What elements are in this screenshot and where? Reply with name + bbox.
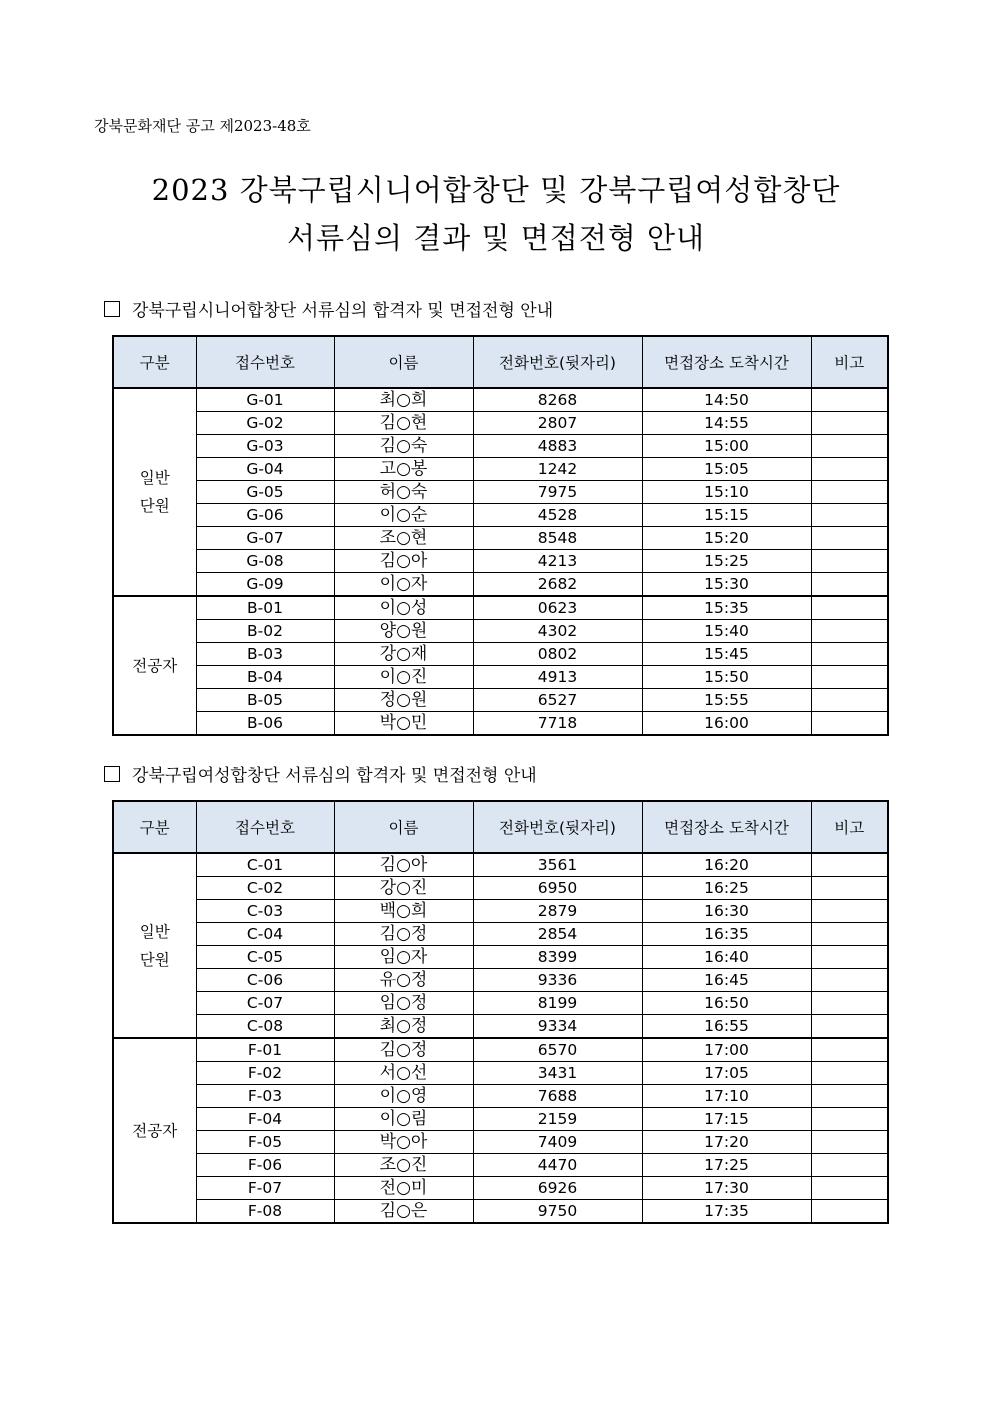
col-category: 구분 [113, 801, 196, 853]
receipt-no-cell: C-07 [196, 992, 334, 1015]
arrival-time-cell: 17:35 [642, 1200, 811, 1224]
name-cell: 이○성 [334, 596, 473, 620]
phone-cell: 9336 [473, 969, 642, 992]
page-title-line2: 서류심의 결과 및 면접전형 안내 [286, 221, 706, 255]
table-row [113, 1038, 888, 1062]
arrival-time-cell: 15:50 [642, 666, 811, 689]
receipt-no-cell: G-05 [196, 481, 334, 504]
name-cell: 강○재 [334, 643, 473, 666]
receipt-no-cell: C-04 [196, 923, 334, 946]
group-label: 전공자 [113, 596, 196, 735]
phone-cell: 4883 [473, 435, 642, 458]
note-cell [811, 666, 888, 689]
phone-cell: 6527 [473, 689, 642, 712]
col-phone: 전화번호(뒷자리) [473, 336, 642, 388]
table-row [113, 1108, 888, 1131]
note-cell [811, 481, 888, 504]
note-cell [811, 620, 888, 643]
receipt-no-cell: F-05 [196, 1131, 334, 1154]
receipt-no-cell: G-09 [196, 573, 334, 597]
receipt-no-cell: G-01 [196, 388, 334, 412]
phone-cell: 3561 [473, 853, 642, 877]
arrival-time-cell: 15:00 [642, 435, 811, 458]
receipt-no-cell: C-08 [196, 1015, 334, 1039]
arrival-time-cell: 16:30 [642, 900, 811, 923]
receipt-no-cell: G-06 [196, 504, 334, 527]
note-cell [811, 853, 888, 877]
table-row [113, 1200, 888, 1224]
name-cell: 김○아 [334, 550, 473, 573]
table-row [113, 620, 888, 643]
name-cell: 강○진 [334, 877, 473, 900]
name-cell: 김○정 [334, 923, 473, 946]
table-row [113, 946, 888, 969]
note-cell [811, 550, 888, 573]
name-cell: 최○정 [334, 1015, 473, 1039]
arrival-time-cell: 16:00 [642, 712, 811, 736]
receipt-no-cell: F-04 [196, 1108, 334, 1131]
note-cell [811, 596, 888, 620]
receipt-no-cell: B-05 [196, 689, 334, 712]
arrival-time-cell: 15:40 [642, 620, 811, 643]
group-label: 일반 단원 [113, 853, 196, 1038]
arrival-time-cell: 15:20 [642, 527, 811, 550]
col-arrival-time: 면접장소 도착시간 [642, 801, 811, 853]
table-row [113, 689, 888, 712]
page-title-line1: 2023 강북구립시니어합창단 및 강북구립여성합창단 [151, 173, 841, 207]
receipt-no-cell: B-02 [196, 620, 334, 643]
col-note: 비고 [811, 336, 888, 388]
arrival-time-cell: 16:50 [642, 992, 811, 1015]
note-cell [811, 900, 888, 923]
note-cell [811, 643, 888, 666]
note-cell [811, 712, 888, 736]
name-cell: 이○영 [334, 1085, 473, 1108]
phone-cell: 2879 [473, 900, 642, 923]
receipt-no-cell: G-02 [196, 412, 334, 435]
name-cell: 양○원 [334, 620, 473, 643]
arrival-time-cell: 17:00 [642, 1038, 811, 1062]
table-row [113, 1131, 888, 1154]
arrival-time-cell: 16:55 [642, 1015, 811, 1039]
phone-cell: 4213 [473, 550, 642, 573]
name-cell: 조○진 [334, 1154, 473, 1177]
note-cell [811, 1062, 888, 1085]
col-receipt-no: 접수번호 [196, 336, 334, 388]
name-cell: 최○희 [334, 388, 473, 412]
receipt-no-cell: F-07 [196, 1177, 334, 1200]
table-row [113, 596, 888, 620]
arrival-time-cell: 17:25 [642, 1154, 811, 1177]
phone-cell: 7975 [473, 481, 642, 504]
name-cell: 이○림 [334, 1108, 473, 1131]
name-cell: 전○미 [334, 1177, 473, 1200]
receipt-no-cell: F-01 [196, 1038, 334, 1062]
arrival-time-cell: 16:25 [642, 877, 811, 900]
note-cell [811, 1200, 888, 1224]
receipt-no-cell: F-03 [196, 1085, 334, 1108]
table-row [113, 1154, 888, 1177]
col-category: 구분 [113, 336, 196, 388]
name-cell: 서○선 [334, 1062, 473, 1085]
table-row [113, 573, 888, 597]
arrival-time-cell: 15:35 [642, 596, 811, 620]
phone-cell: 3431 [473, 1062, 642, 1085]
note-cell [811, 1108, 888, 1131]
table-row [113, 1062, 888, 1085]
table-header-row [113, 336, 888, 388]
note-cell [811, 1085, 888, 1108]
phone-cell: 4470 [473, 1154, 642, 1177]
name-cell: 박○민 [334, 712, 473, 736]
phone-cell: 6926 [473, 1177, 642, 1200]
col-name: 이름 [334, 336, 473, 388]
note-cell [811, 1177, 888, 1200]
phone-cell: 2682 [473, 573, 642, 597]
name-cell: 백○희 [334, 900, 473, 923]
receipt-no-cell: C-02 [196, 877, 334, 900]
col-arrival-time: 면접장소 도착시간 [642, 336, 811, 388]
arrival-time-cell: 17:05 [642, 1062, 811, 1085]
phone-cell: 4528 [473, 504, 642, 527]
name-cell: 김○정 [334, 1038, 473, 1062]
receipt-no-cell: B-03 [196, 643, 334, 666]
note-cell [811, 458, 888, 481]
name-cell: 임○자 [334, 946, 473, 969]
table-row [113, 527, 888, 550]
name-cell: 이○순 [334, 504, 473, 527]
table-row [113, 853, 888, 877]
receipt-no-cell: B-06 [196, 712, 334, 736]
table-row [113, 504, 888, 527]
phone-cell: 7409 [473, 1131, 642, 1154]
receipt-no-cell: G-08 [196, 550, 334, 573]
section2-heading [104, 761, 537, 786]
note-cell [811, 435, 888, 458]
receipt-no-cell: C-05 [196, 946, 334, 969]
group-label: 전공자 [113, 1038, 196, 1223]
phone-cell: 8399 [473, 946, 642, 969]
name-cell: 임○정 [334, 992, 473, 1015]
phone-cell: 9750 [473, 1200, 642, 1224]
phone-cell: 2159 [473, 1108, 642, 1131]
note-cell [811, 527, 888, 550]
notice-number: 강북문화재단 공고 제2023-48호 [94, 117, 311, 135]
receipt-no-cell: B-04 [196, 666, 334, 689]
arrival-time-cell: 17:20 [642, 1131, 811, 1154]
table-row [113, 666, 888, 689]
group-label: 일반 단원 [113, 388, 196, 596]
note-cell [811, 992, 888, 1015]
phone-cell: 8548 [473, 527, 642, 550]
table-row [113, 877, 888, 900]
arrival-time-cell: 16:40 [642, 946, 811, 969]
receipt-no-cell: C-01 [196, 853, 334, 877]
col-name: 이름 [334, 801, 473, 853]
arrival-time-cell: 17:30 [642, 1177, 811, 1200]
checkbox-icon [104, 766, 120, 782]
women-choir-table-body [113, 853, 888, 1223]
table-row [113, 1015, 888, 1039]
name-cell: 이○자 [334, 573, 473, 597]
phone-cell: 6570 [473, 1038, 642, 1062]
note-cell [811, 573, 888, 597]
table-row [113, 435, 888, 458]
receipt-no-cell: G-07 [196, 527, 334, 550]
name-cell: 김○숙 [334, 435, 473, 458]
table-row [113, 969, 888, 992]
arrival-time-cell: 14:50 [642, 388, 811, 412]
section1-heading-text: 강북구립시니어합창단 서류심의 합격자 및 면접전형 안내 [132, 301, 554, 321]
arrival-time-cell: 15:25 [642, 550, 811, 573]
name-cell: 박○아 [334, 1131, 473, 1154]
phone-cell: 8199 [473, 992, 642, 1015]
phone-cell: 7688 [473, 1085, 642, 1108]
table-row [113, 412, 888, 435]
arrival-time-cell: 16:20 [642, 853, 811, 877]
phone-cell: 6950 [473, 877, 642, 900]
phone-cell: 2854 [473, 923, 642, 946]
arrival-time-cell: 15:30 [642, 573, 811, 597]
table-header-row [113, 801, 888, 853]
phone-cell: 4913 [473, 666, 642, 689]
note-cell [811, 1038, 888, 1062]
arrival-time-cell: 15:45 [642, 643, 811, 666]
table-row [113, 388, 888, 412]
table-row [113, 643, 888, 666]
receipt-no-cell: C-03 [196, 900, 334, 923]
note-cell [811, 1154, 888, 1177]
receipt-no-cell: B-01 [196, 596, 334, 620]
note-cell [811, 689, 888, 712]
phone-cell: 9334 [473, 1015, 642, 1039]
table-row [113, 923, 888, 946]
section1-heading [104, 296, 553, 321]
note-cell [811, 923, 888, 946]
table-row [113, 458, 888, 481]
col-phone: 전화번호(뒷자리) [473, 801, 642, 853]
arrival-time-cell: 15:15 [642, 504, 811, 527]
name-cell: 조○현 [334, 527, 473, 550]
women-choir-table [112, 800, 889, 1224]
receipt-no-cell: G-03 [196, 435, 334, 458]
name-cell: 허○숙 [334, 481, 473, 504]
senior-choir-table-body [113, 388, 888, 735]
name-cell: 김○현 [334, 412, 473, 435]
name-cell: 김○은 [334, 1200, 473, 1224]
name-cell: 고○봉 [334, 458, 473, 481]
phone-cell: 8268 [473, 388, 642, 412]
arrival-time-cell: 17:15 [642, 1108, 811, 1131]
section2-heading-text: 강북구립여성합창단 서류심의 합격자 및 면접전형 안내 [132, 766, 537, 786]
note-cell [811, 969, 888, 992]
arrival-time-cell: 17:10 [642, 1085, 811, 1108]
table-row [113, 1177, 888, 1200]
col-note: 비고 [811, 801, 888, 853]
arrival-time-cell: 15:10 [642, 481, 811, 504]
note-cell [811, 877, 888, 900]
receipt-no-cell: F-02 [196, 1062, 334, 1085]
table-row [113, 481, 888, 504]
phone-cell: 2807 [473, 412, 642, 435]
table-row [113, 550, 888, 573]
name-cell: 김○아 [334, 853, 473, 877]
phone-cell: 4302 [473, 620, 642, 643]
senior-choir-table [112, 335, 889, 736]
table-row [113, 712, 888, 736]
phone-cell: 7718 [473, 712, 642, 736]
receipt-no-cell: G-04 [196, 458, 334, 481]
arrival-time-cell: 16:35 [642, 923, 811, 946]
note-cell [811, 504, 888, 527]
note-cell [811, 1015, 888, 1039]
name-cell: 이○진 [334, 666, 473, 689]
col-receipt-no: 접수번호 [196, 801, 334, 853]
name-cell: 정○원 [334, 689, 473, 712]
note-cell [811, 388, 888, 412]
note-cell [811, 1131, 888, 1154]
note-cell [811, 412, 888, 435]
table-row [113, 992, 888, 1015]
phone-cell: 0802 [473, 643, 642, 666]
phone-cell: 1242 [473, 458, 642, 481]
arrival-time-cell: 15:55 [642, 689, 811, 712]
phone-cell: 0623 [473, 596, 642, 620]
table-row [113, 900, 888, 923]
note-cell [811, 946, 888, 969]
arrival-time-cell: 16:45 [642, 969, 811, 992]
receipt-no-cell: F-08 [196, 1200, 334, 1224]
receipt-no-cell: C-06 [196, 969, 334, 992]
table-row [113, 1085, 888, 1108]
arrival-time-cell: 14:55 [642, 412, 811, 435]
receipt-no-cell: F-06 [196, 1154, 334, 1177]
arrival-time-cell: 15:05 [642, 458, 811, 481]
checkbox-icon [104, 301, 120, 317]
name-cell: 유○정 [334, 969, 473, 992]
